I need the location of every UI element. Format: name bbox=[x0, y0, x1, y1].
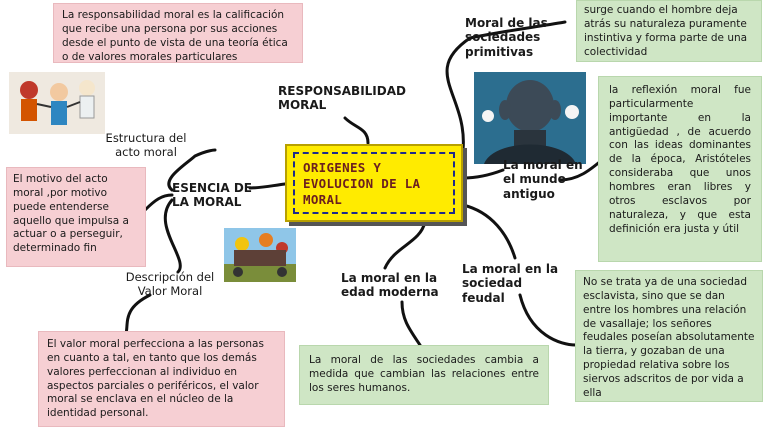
node-descripcion: Descripción del Valor Moral bbox=[125, 270, 215, 298]
note-feudal: No se trata ya de una sociedad esclavista, sino que se dan entre los hombres una relación de vasallaje; los señores feudales poseían absolutamente la tierra, y gozaban de una propiedad relativa sobre los siervos adscritos de por vida a ella bbox=[575, 270, 763, 402]
central-topic bbox=[285, 144, 463, 222]
node-mundo-antiguo: La moral en el mundo antiguo bbox=[503, 158, 583, 201]
node-estructura: Estructura del acto moral bbox=[105, 131, 187, 159]
node-sociedad-feudal: La moral en la sociedad feudal bbox=[462, 262, 559, 305]
node-sociedades-primitivas: Moral de las sociedades primitivas bbox=[465, 16, 548, 59]
node-responsabilidad: RESPONSABILIDAD MORAL bbox=[278, 84, 406, 113]
connector-moderna-note bbox=[402, 302, 420, 345]
note-valor: El valor moral perfecciona a las personas en cuanto a tal, en tanto que los demás valores perfeccionan al individuo en aspectos parciales o periféricos, el valor moral se enclava en el núcleo de la identidad personal. bbox=[38, 331, 285, 427]
connector-descripcion bbox=[165, 200, 180, 272]
note-primitivas: surge cuando el hombre deja atrás su naturaleza puramente instintiva y forma parte de una colectividad bbox=[576, 0, 762, 62]
bald-man-illustration bbox=[474, 72, 586, 164]
connector-moderna bbox=[385, 222, 425, 268]
central-title: ORIGENES Y EVOLUCION DE LA MORAL bbox=[293, 152, 455, 214]
connector-antiguo bbox=[463, 170, 503, 178]
note-moderna: La moral de las sociedades cambia a medida que cambian las relaciones entre los seres humanos. bbox=[299, 345, 549, 405]
node-esencia: ESENCIA DE LA MORAL bbox=[172, 181, 252, 210]
connector-feudal bbox=[463, 205, 515, 258]
cartoon-people-icon bbox=[9, 72, 105, 134]
connector-responsabilidad bbox=[345, 118, 368, 143]
note-responsabilidad: La responsabilidad moral es la calificación que recibe una persona por sus acciones desde el punto de vista de una teoría ética o de valores morales particulares bbox=[53, 3, 303, 63]
note-antiguo: la reflexión moral fue particularmente importante en la antigüedad , de acuerdo con las ideas dominantes de la época, Aristóteles consideraba que unos hombres eran libres y otros esclavos por naturaleza, y que esta definición era justa y útil bbox=[598, 76, 762, 262]
node-edad-moderna: La moral en la edad moderna bbox=[341, 271, 439, 300]
note-motivo: El motivo del acto moral ,por motivo puede entenderse aquello que impulsa a actuar o a perseguir, determinado fin bbox=[6, 167, 146, 267]
cartoon-crowd-icon bbox=[224, 228, 296, 282]
